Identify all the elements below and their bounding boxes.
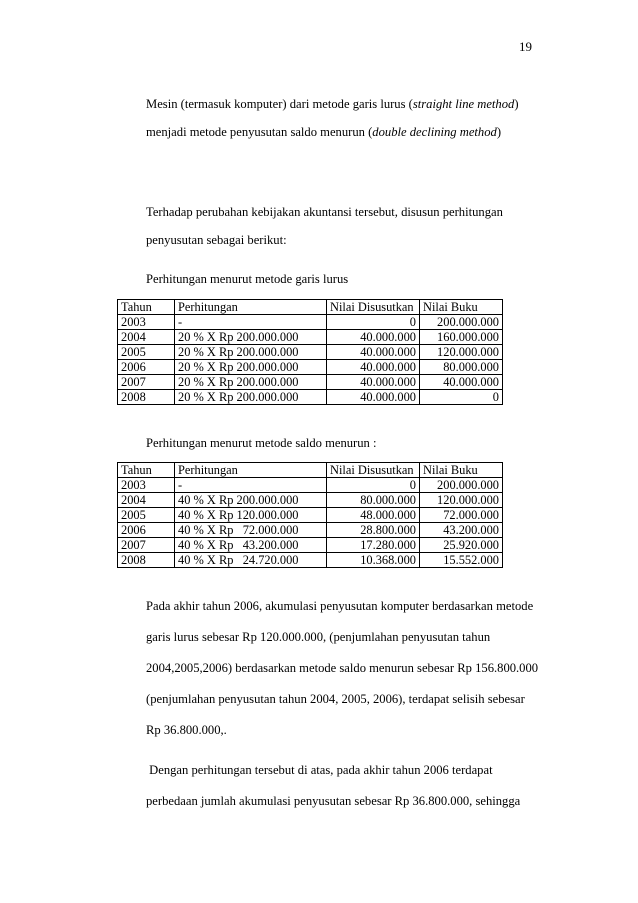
cell-nilai-buku: 120.000.000 — [420, 345, 503, 360]
cell-perhitungan: 20 % X Rp 200.000.000 — [175, 375, 327, 390]
cell-tahun: 2005 — [118, 508, 175, 523]
cell-perhitungan: 40 % X Rp 24.720.000 — [175, 553, 327, 568]
table-row — [118, 345, 503, 360]
cell-tahun: 2008 — [118, 390, 175, 405]
paragraph-2-line-1: Terhadap perubahan kebijakan akuntansi tersebut, disusun perhitungan — [146, 205, 503, 219]
cell-nilai-disusutkan: 40.000.000 — [327, 345, 420, 360]
cell-tahun: 2004 — [118, 493, 175, 508]
table-row — [118, 360, 503, 375]
paragraph-2-line-2: penyusutan sebagai berikut: — [146, 233, 287, 247]
text-span: Mesin (termasuk komputer) dari metode garis lurus ( — [146, 97, 413, 111]
header-nilai-buku: Nilai Buku — [420, 300, 503, 315]
header-perhitungan: Perhitungan — [175, 300, 327, 315]
cell-perhitungan: 20 % X Rp 200.000.000 — [175, 390, 327, 405]
table-row — [118, 390, 503, 405]
cell-tahun: 2005 — [118, 345, 175, 360]
cell-perhitungan: 20 % X Rp 200.000.000 — [175, 360, 327, 375]
cell-nilai-disusutkan: 80.000.000 — [327, 493, 420, 508]
paragraph-1-line-1 — [146, 97, 519, 111]
cell-nilai-disusutkan: 40.000.000 — [327, 375, 420, 390]
cell-nilai-buku: 43.200.000 — [420, 523, 503, 538]
cell-nilai-disusutkan: 28.800.000 — [327, 523, 420, 538]
cell-tahun: 2008 — [118, 553, 175, 568]
cell-tahun: 2003 — [118, 315, 175, 330]
cell-nilai-disusutkan: 48.000.000 — [327, 508, 420, 523]
cell-nilai-buku: 200.000.000 — [420, 315, 503, 330]
table-row — [118, 523, 503, 538]
text-span: ) — [514, 97, 519, 111]
cell-tahun: 2007 — [118, 375, 175, 390]
cell-perhitungan: 40 % X Rp 72.000.000 — [175, 523, 327, 538]
cell-nilai-buku: 200.000.000 — [420, 478, 503, 493]
cell-nilai-buku: 120.000.000 — [420, 493, 503, 508]
table-row — [118, 478, 503, 493]
cell-nilai-disusutkan: 0 — [327, 315, 420, 330]
cell-tahun: 2006 — [118, 360, 175, 375]
paragraph-3-line-5: Rp 36.800.000,. — [146, 723, 227, 737]
paragraph-3-line-1: Pada akhir tahun 2006, akumulasi penyusutan komputer berdasarkan metode — [146, 599, 534, 613]
cell-perhitungan: - — [175, 478, 327, 493]
table-2-caption: Perhitungan menurut metode saldo menurun : — [146, 436, 377, 450]
table-1-caption: Perhitungan menurut metode garis lurus — [146, 272, 349, 286]
cell-tahun: 2007 — [118, 538, 175, 553]
cell-tahun: 2004 — [118, 330, 175, 345]
cell-tahun: 2003 — [118, 478, 175, 493]
header-nilai-disusutkan: Nilai Disusutkan — [327, 463, 420, 478]
cell-nilai-buku: 0 — [420, 390, 503, 405]
header-nilai-disusutkan: Nilai Disusutkan — [327, 300, 420, 315]
header-perhitungan: Perhitungan — [175, 463, 327, 478]
cell-nilai-disusutkan: 17.280.000 — [327, 538, 420, 553]
table-declining-balance — [117, 462, 503, 568]
table-row — [118, 538, 503, 553]
cell-perhitungan: 40 % X Rp 120.000.000 — [175, 508, 327, 523]
cell-tahun: 2006 — [118, 523, 175, 538]
table-header-row — [118, 300, 503, 315]
cell-nilai-buku: 15.552.000 — [420, 553, 503, 568]
table-row — [118, 508, 503, 523]
cell-nilai-disusutkan: 40.000.000 — [327, 360, 420, 375]
paragraph-3-line-2: garis lurus sebesar Rp 120.000.000, (penjumlahan penyusutan tahun — [146, 630, 491, 644]
cell-nilai-buku: 72.000.000 — [420, 508, 503, 523]
text-span: ) — [496, 125, 502, 139]
table-header-row — [118, 463, 503, 478]
table-row — [118, 553, 503, 568]
table-row — [118, 493, 503, 508]
paragraph-4-line-2: perbedaan jumlah akumulasi penyusutan sebesar Rp 36.800.000, sehingga — [146, 794, 521, 808]
cell-nilai-disusutkan: 40.000.000 — [327, 390, 420, 405]
paragraph-3-line-3: 2004,2005,2006) berdasarkan metode saldo menurun sebesar Rp 156.800.000 — [146, 661, 539, 675]
page-number: 19 — [519, 39, 532, 54]
table-row — [118, 330, 503, 345]
cell-nilai-buku: 160.000.000 — [420, 330, 503, 345]
header-tahun: Tahun — [118, 300, 175, 315]
cell-perhitungan: 20 % X Rp 200.000.000 — [175, 330, 327, 345]
cell-nilai-buku: 80.000.000 — [420, 360, 503, 375]
text-span: menjadi metode penyusutan saldo menurun ( — [146, 125, 373, 139]
cell-perhitungan: 40 % X Rp 43.200.000 — [175, 538, 327, 553]
cell-perhitungan: 20 % X Rp 200.000.000 — [175, 345, 327, 360]
cell-nilai-disusutkan: 10.368.000 — [327, 553, 420, 568]
table-row — [118, 315, 503, 330]
cell-nilai-buku: 40.000.000 — [420, 375, 503, 390]
cell-perhitungan: 40 % X Rp 200.000.000 — [175, 493, 327, 508]
paragraph-1-line-2 — [146, 125, 501, 139]
italic-term: double declining method — [372, 125, 497, 139]
paragraph-4-line-1: Dengan perhitungan tersebut di atas, pada akhir tahun 2006 terdapat — [146, 763, 493, 777]
header-tahun: Tahun — [118, 463, 175, 478]
table-straight-line — [117, 299, 503, 405]
italic-term: straight line method — [412, 97, 515, 111]
cell-nilai-disusutkan: 40.000.000 — [327, 330, 420, 345]
cell-nilai-disusutkan: 0 — [327, 478, 420, 493]
table-row — [118, 375, 503, 390]
header-nilai-buku: Nilai Buku — [420, 463, 503, 478]
cell-nilai-buku: 25.920.000 — [420, 538, 503, 553]
cell-perhitungan: - — [175, 315, 327, 330]
paragraph-3-line-4: (penjumlahan penyusutan tahun 2004, 2005, 2006), terdapat selisih sebesar — [146, 692, 525, 706]
